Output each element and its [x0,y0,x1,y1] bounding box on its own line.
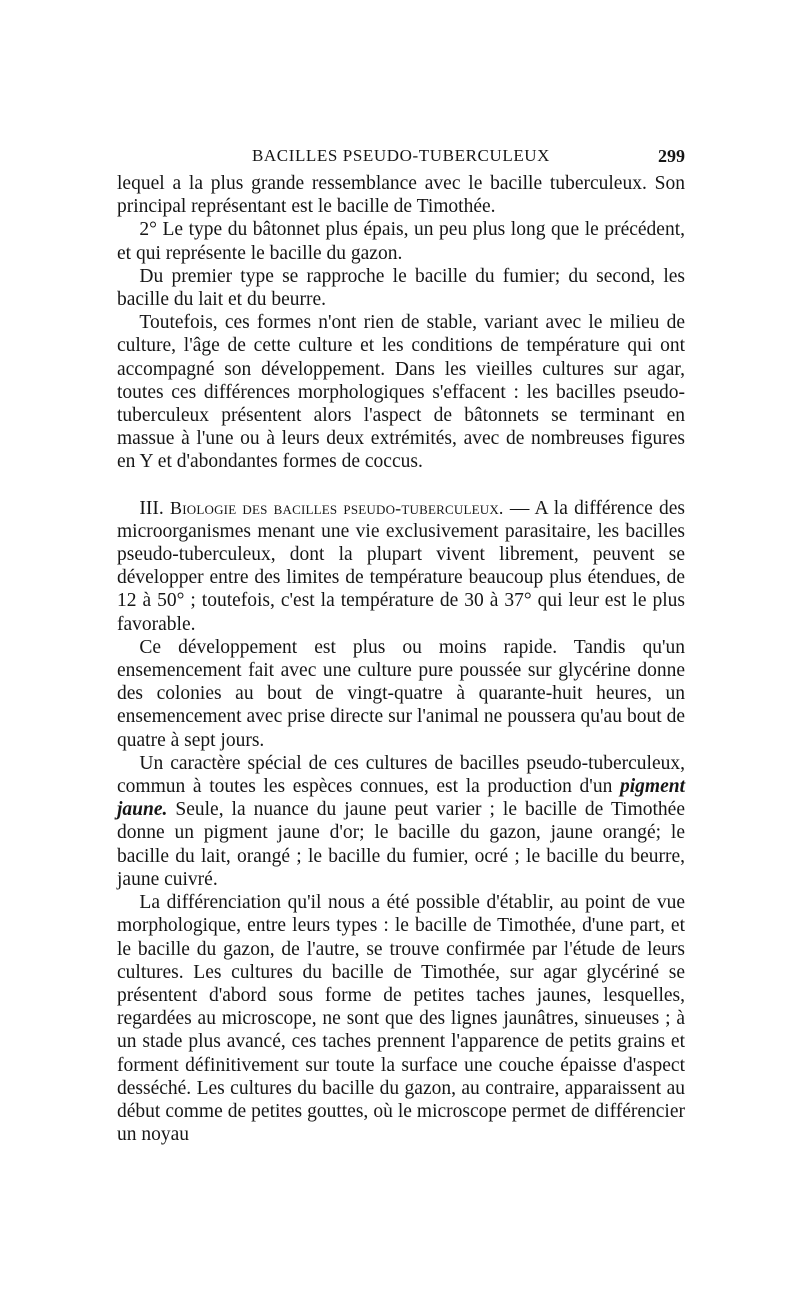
running-head [117,146,685,170]
paragraph-continuation: lequel a la plus grande ressemblance avec le bacille tuberculeux. Son principal représentant est le bacille de Timothée. [117,173,685,218]
paragraph-type-two: 2° Le type du bâtonnet plus épais, un peu plus long que le précédent, et qui représente le bacille du gazon. [117,219,685,264]
paragraph-differentiation: La différenciation qu'il nous a été possible d'établir, au point de vue morphologique, entre leurs types : le bacille de Timothée, d'une part, et le bacille du gazon, de l'autre, se trouve confirmée par l'étude de leurs cultures. Les cultures du bacille de Timothée, sur agar glycériné se présentent d'abord sous forme de petites taches jaunes, lesquelles, regardées au microscope, ne sont que des lignes jaunâtres, sinueuses ; à un stade plus avancé, ces taches prennent l'apparence de petits grains et forment définitivement sur toute la surface une couche épaisse d'aspect desséché. Les cultures du bacille du gazon, au contraire, apparaissent au début comme de petites gouttes, où le microscope permet de différencier un noyau [117,892,685,1146]
section-biology [117,497,685,636]
section-title: Biologie des bacilles pseudo-tuberculeux. [170,497,504,518]
paragraph-related-types: Du premier type se rapproche le bacille du fumier; du second, les bacille du lait et du beurre. [117,265,685,311]
paragraph-forms: Toutefois, ces formes n'ont rien de stable, variant avec le milieu de culture, l'âge de cette culture et les conditions de température qui ont accompagné son développement. Dans les vieilles cultures sur agar, toutes ces différences morphologiques s'effacent : les bacilles pseudo-tuberculeux présentent alors l'aspect de bâtonnets se terminant en massue à l'une ou à leurs deux extrémités, avec de nombreuses figures en Y et d'abondantes formes de coccus. [117,312,685,473]
pigment-emphasis: pigment jaune. [117,776,685,821]
page-number: 299 [658,146,685,166]
running-title: BACILLES PSEUDO-TUBERCULEUX [251,146,551,165]
pigment-text-end: Seule, la nuance du jaune peut varier ; le bacille de Timothée donne un pigment jaune d'or; le bacille du gazon, jaune orangé; le bacille du lait, orangé ; le bacille du fumier, ocré ; le bacille du beurre, jaune cuivré. [117,799,685,890]
section-lead-text: — A la différence des microorganismes menant une vie exclusivement parasitaire, les bacilles pseudo-tuberculeux, dont la plupart vivent librement, peuvent se développer entre des limites de température beaucoup plus étendues, de 12 à 50° ; toutefois, c'est la température de 30 à 37° qui leur est le plus favorable. [117,497,685,635]
section-number: III. [139,497,164,519]
paragraph-development: Ce développement est plus ou moins rapide. Tandis qu'un ensemencement fait avec une culture pure poussée sur glycérine donne des colonies au bout de vingt-quatre à quarante-huit heures, un ensemencement avec prise directe sur l'animal ne poussera qu'au bout de quatre à sept jours. [117,636,685,751]
section-gap [117,474,685,497]
pigment-text-start: Un caractère spécial de ces cultures de bacilles pseudo-tuberculeux, commun à toutes les espèces connues, est la production d'un [117,752,685,798]
body-text [117,172,685,1146]
paragraph-pigment [117,752,685,891]
